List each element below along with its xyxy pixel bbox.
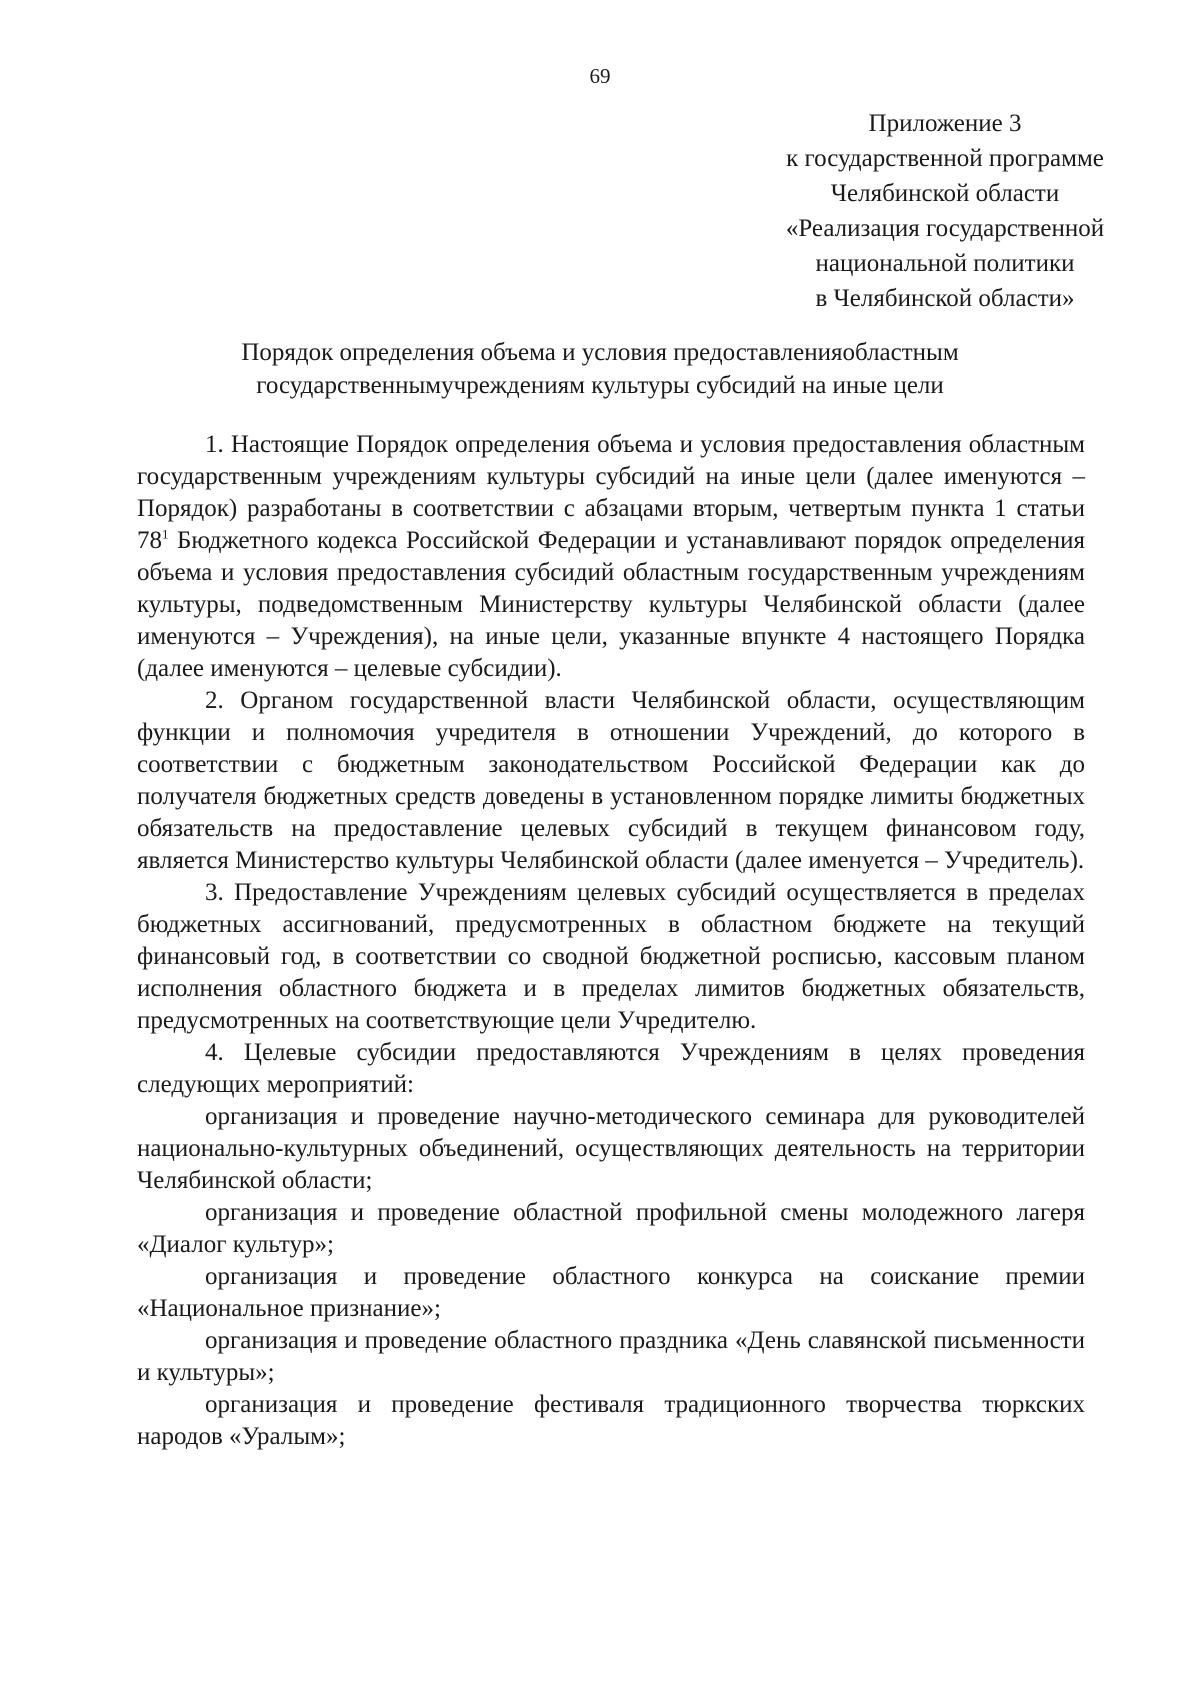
appendix-line: Приложение 3 — [868, 110, 1022, 137]
paragraph-2: 2. Органом государственной власти Челябинской области, осуществляющим функции и полномочия учредителя в отношении Учреждений, до которого в соответствии с бюджетным законодательством Российской Федерации как до получателя бюджетных средств доведены в установленном порядке лимиты бюджетных обязательств на предоставление целевых субсидий в текущем финансовом году, является Министерство культуры Челябинской области (далее именуется – Учредитель). — [137, 687, 1085, 874]
title-line-1: Порядок определения объема и условия предоставленияобластным — [241, 339, 959, 366]
appendix-line: «Реализация государственной — [785, 215, 1105, 242]
appendix-header — [700, 106, 1190, 316]
paragraph-1-text: 1. Настоящие Порядок определения объема и условия предоставления областным государственным учреждениям культуры субсидий на иные цели (далее именуются – Порядок) разработаны в соответствии с абзацами вторым, четвертым пункта 1 статьи 78 — [137, 431, 1085, 554]
appendix-line: к государственной программе — [786, 145, 1104, 172]
page-number: 69 — [589, 64, 611, 88]
document-title — [160, 336, 1040, 402]
appendix-line: в Челябинской области» — [815, 285, 1075, 312]
appendix-line: национальной политики — [815, 250, 1075, 277]
list-item-event: организация и проведение фестиваля традиционного творчества тюркских народов «Уралым»; — [137, 1391, 1085, 1450]
paragraph-4: 4. Целевые субсидии предоставляются Учреждениям в целях проведения следующих мероприятий: — [137, 1039, 1085, 1098]
appendix-line: Челябинской области — [830, 180, 1060, 207]
list-item-event: организация и проведение областного праздника «День славянской письменности и культуры»; — [137, 1327, 1085, 1386]
list-item-event: организация и проведение областного конкурса на соискание премии «Национальное признание»; — [137, 1263, 1085, 1322]
paragraph-1 — [137, 429, 1085, 685]
paragraph-1-text-cont: Бюджетного кодекса Российской Федерации и устанавливают порядок определения объема и условия предоставления субсидий областным государственным учреждениям культуры, подведомственным Министерству культуры Челябинской области (далее именуются – Учреждения), на иные цели, указанные впункте 4 настоящего Порядка (далее именуются – целевые субсидии). — [137, 527, 1085, 682]
list-item-event: организация и проведение областной профильной смены молодежного лагеря «Диалог культур»; — [137, 1199, 1085, 1258]
document-body — [137, 429, 1085, 1453]
title-line-2: государственнымучреждениям культуры субсидий на иные цели — [256, 372, 944, 399]
article-superscript: 1 — [162, 526, 169, 542]
paragraph-3: 3. Предоставление Учреждениям целевых субсидий осуществляется в пределах бюджетных ассигнований, предусмотренных в областном бюджете на текущий финансовый год, в соответствии со сводной бюджетной росписью, кассовым планом исполнения областного бюджета и в пределах лимитов бюджетных обязательств, предусмотренных на соответствующие цели Учредителю. — [137, 879, 1085, 1034]
list-item-event: организация и проведение научно-методического семинара для руководителей национально-культурных объединений, осуществляющих деятельность на территории Челябинской области; — [137, 1103, 1085, 1194]
